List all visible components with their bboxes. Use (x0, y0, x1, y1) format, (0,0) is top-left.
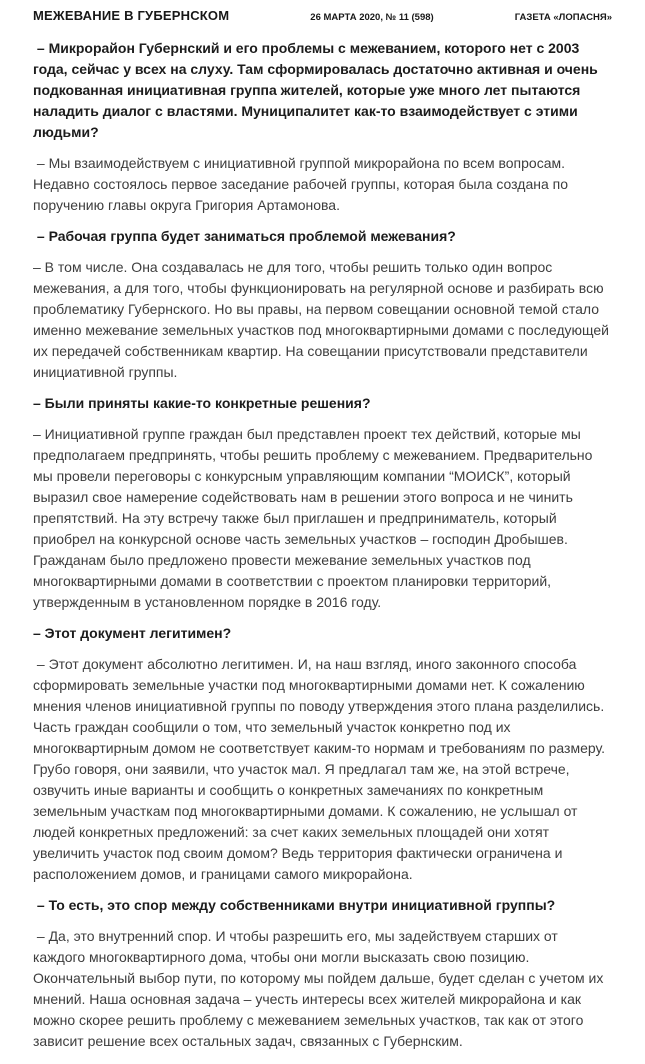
interview-question: – Были приняты какие-то конкретные решения? (33, 395, 371, 411)
interview-article (33, 38, 612, 1052)
issue-date: 26 МАРТА 2020, № 11 (598) (310, 12, 434, 23)
interview-question: – То есть, это спор между собственниками внутри инициативной группы? (33, 897, 556, 913)
interview-question: – Микрорайон Губернский и его проблемы с межеванием, которого нет с 2003 года, сейчас у всех на слуху. Там сформировалась достаточно активная и очень подкованная инициативная группа жителей, которые уже много лет пытаются наладить диалог с властями. Муниципалитет как-то взаимодействует с этими людьми? (33, 40, 602, 140)
interview-answer: – Этот документ абсолютно легитимен. И, на наш взгляд, иного законного способа сформировать земельные участки под многоквартирными домами нет. К сожалению мнения членов инициативной группы по поводу утверждения этого плана разделились. Часть граждан сообщили о том, что земельный участок конкретно под их многоквартирным домом не соответствует каким-то нормам и требованиям по размеру. Грубо говоря, они заявили, что участок мал. Я предлагал там же, на этой встрече, озвучить иные варианты и сообщить о конкретных замечаниях по конкретным земельным участкам под многоквартирными домами. К сожалению, не услышал от людей конкретных предложений: за счет каких земельных площадей они хотят увеличить участок под своим домом? Ведь территория фактически ограничена и расположением домов, и границами самого микрорайона. (33, 656, 609, 882)
interview-question: – Этот документ легитимен? (33, 625, 232, 641)
interview-answer: – В том числе. Она создавалась не для того, чтобы решить только один вопрос межевания, а для того, чтобы функционировать на регулярной основе и разбирать всю проблематику Губернского. Но вы правы, на первом совещании основной темой стало именно межевание земельных участков под многоквартирными домами с последующей их передачей собственникам квартир. На совещании присутствовали представители инициативной группы. (33, 259, 613, 380)
interview-question: – Рабочая группа будет заниматься проблемой межевания? (33, 228, 456, 244)
interview-answer: – Да, это внутренний спор. И чтобы разрешить его, мы задействуем старших от каждого многоквартирного дома, чтобы они могли высказать свою позицию. Окончательный выбор пути, по которому мы пойдем дальше, будет сделан с учетом их мнений. Наша основная задача – учесть интересы всех жителей микрорайона и как можно скорее решить проблему с межеванием земельных участков, так как от этого зависит решение всех остальных задач, связанных с Губернским. (33, 928, 608, 1049)
article-title: МЕЖЕВАНИЕ В ГУБЕРНСКОМ (33, 8, 230, 23)
newspaper-name: ГАЗЕТА «ЛОПАСНЯ» (514, 12, 612, 23)
interview-answer: – Мы взаимодействуем с инициативной группой микрорайона по всем вопросам. Недавно состоялось первое заседание рабочей группы, которая была создана по поручению главы округа Григория Артамонова. (33, 155, 572, 213)
interview-answer: – Инициативной группе граждан был представлен проект тех действий, которые мы предполагаем предпринять, чтобы решить проблему с межеванием. Предварительно мы провели переговоры с конкурсным управляющим компании “МОИСК”, который выразил свое намерение содействовать нам в решении этого вопроса и не чинить препятствий. На эту встречу также был приглашен и предприниматель, который приобрел на конкурсной основе часть земельных участков – господин Дробышев. Гражданам было предложено провести межевание земельных участков под многоквартирными домами в соответствии с проектом планировки территорий, утвержденным в установленном порядке в 2016 году. (33, 426, 597, 610)
masthead (33, 8, 612, 23)
